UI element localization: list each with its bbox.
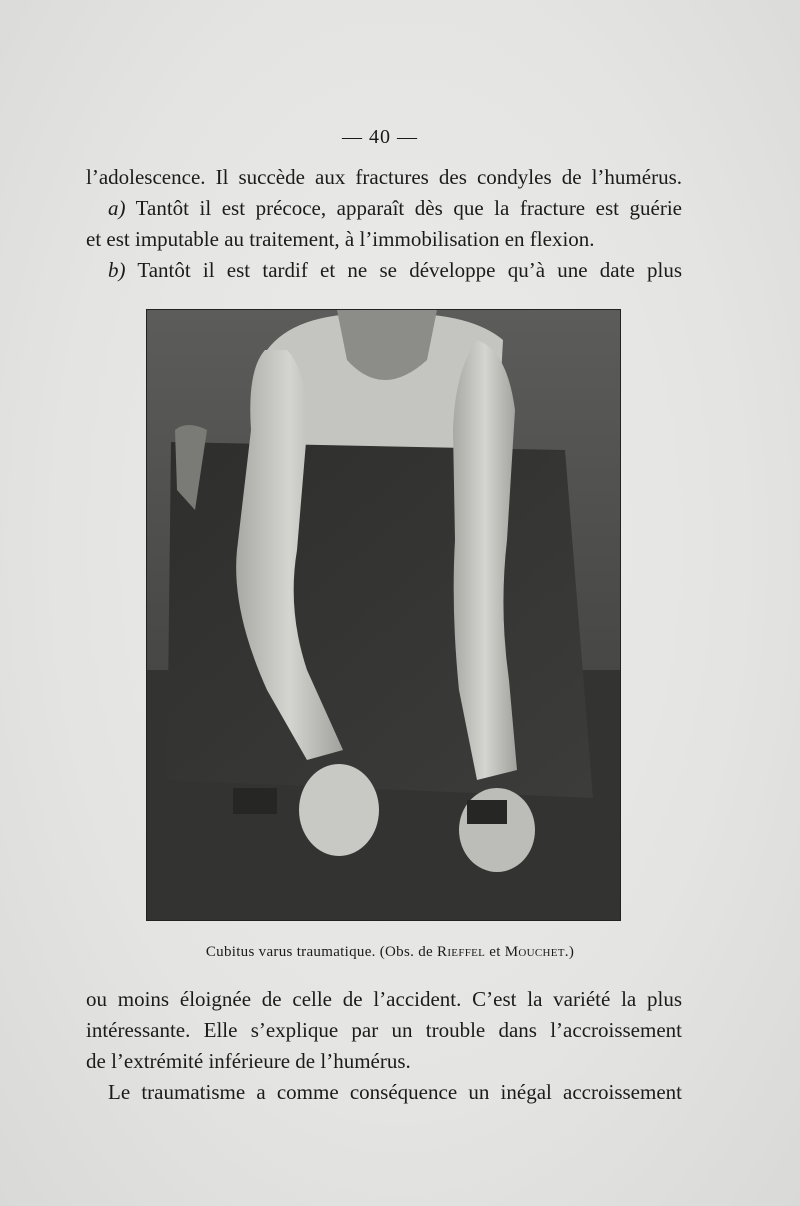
page-number: — 40 — <box>342 126 418 148</box>
text-line: intéressante. Elle s’explique par un trouble dans l’accroissement <box>86 1018 682 1042</box>
text-line <box>86 193 682 224</box>
bottom-paragraphs <box>86 984 682 1108</box>
list-label: a) <box>108 196 126 220</box>
figure-photograph <box>146 309 621 921</box>
text-line: de l’extrémité inférieure de l’humérus. <box>86 1049 411 1073</box>
top-paragraphs <box>86 162 682 286</box>
photo-illustration <box>147 310 620 920</box>
text-line: l’adolescence. Il succède aux fractures des condyles de l’humérus. <box>86 165 682 189</box>
list-label: b) <box>108 258 126 282</box>
text-fragment: Tantôt il est précoce, apparaît dès que la fracture est guérie <box>125 196 682 220</box>
caption-text: et <box>485 944 505 960</box>
caption-text: Cubitus varus traumatique. (Obs. de <box>205 944 438 960</box>
figure-caption <box>120 944 660 961</box>
text-fragment: Tantôt il est tardif et ne se développe qu’à une date plus <box>125 258 682 282</box>
caption-author: Rieffel <box>437 944 486 960</box>
text-line: et est imputable au traitement, à l’immobilisation en flexion. <box>86 227 595 251</box>
text-line: Le traumatisme a comme conséquence un inégal accroissement <box>108 1080 682 1104</box>
caption-author: Mouchet <box>504 944 565 960</box>
caption-text: .) <box>564 944 575 960</box>
text-line <box>86 255 682 286</box>
text-line: ou moins éloignée de celle de l’accident. C’est la variété la plus <box>86 987 682 1011</box>
